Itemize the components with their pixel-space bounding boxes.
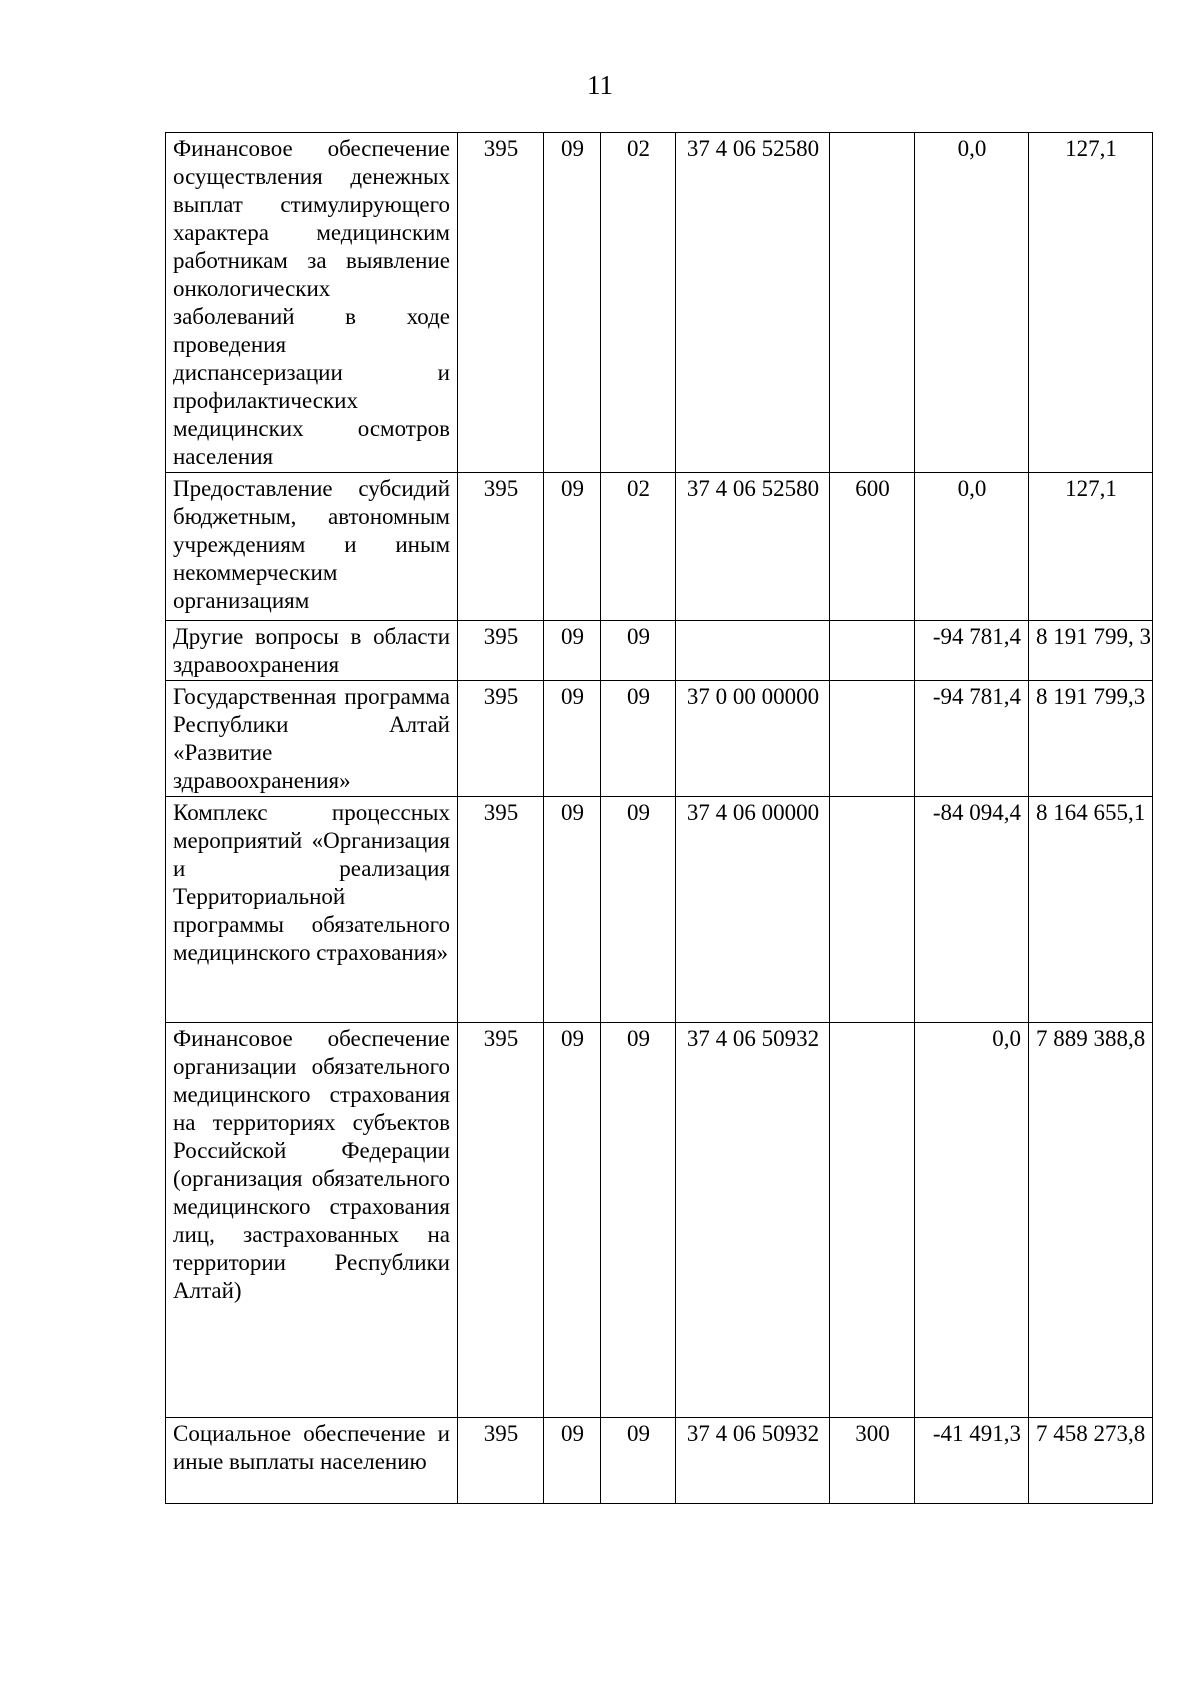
section-cell: 09 [544, 473, 601, 621]
table-row [166, 621, 1153, 681]
expense-type-cell [830, 797, 915, 1023]
total-amount-cell: 7 458 273,8 [1029, 1418, 1153, 1504]
change-amount-cell: 0,0 [915, 473, 1029, 621]
expense-type-cell [830, 621, 915, 681]
grbs-cell: 395 [458, 1418, 544, 1504]
grbs-cell: 395 [458, 133, 544, 473]
total-amount-cell: 8 164 655,1 [1029, 797, 1153, 1023]
target-article-cell: 37 4 06 50932 [676, 1023, 830, 1418]
grbs-cell: 395 [458, 621, 544, 681]
target-article-cell: 37 4 06 52580 [676, 133, 830, 473]
subsection-cell: 02 [601, 473, 676, 621]
change-amount-cell: -94 781,4 [915, 621, 1029, 681]
target-article-cell [676, 621, 830, 681]
section-cell: 09 [544, 681, 601, 797]
section-cell: 09 [544, 1023, 601, 1418]
grbs-cell: 395 [458, 797, 544, 1023]
total-amount-cell: 7 889 388,8 [1029, 1023, 1153, 1418]
row-name-cell: Предоставление субсидий бюджетным, автономным учреждениям и иным некоммерческим организациям [166, 473, 458, 621]
change-amount-cell: 0,0 [915, 1023, 1029, 1418]
table-row [166, 473, 1153, 621]
row-name-cell: Другие вопросы в области здравоохранения [166, 621, 458, 681]
target-article-cell: 37 4 06 52580 [676, 473, 830, 621]
target-article-cell: 37 4 06 50932 [676, 1418, 830, 1504]
table-row [166, 133, 1153, 473]
grbs-cell: 395 [458, 681, 544, 797]
section-cell: 09 [544, 1418, 601, 1504]
subsection-cell: 09 [601, 1418, 676, 1504]
table-row [166, 681, 1153, 797]
row-name-cell: Финансовое обеспечение осуществления денежных выплат стимулирующего характера медицинским работникам за выявление онкологических заболеваний в ходе проведения диспансеризации и профилактических медицинских осмотров населения [166, 133, 458, 473]
subsection-cell: 09 [601, 1023, 676, 1418]
section-cell: 09 [544, 133, 601, 473]
table-row [166, 1418, 1153, 1504]
total-amount-cell: 8 191 799, 3 [1029, 621, 1153, 681]
section-cell: 09 [544, 621, 601, 681]
change-amount-cell: -84 094,4 [915, 797, 1029, 1023]
grbs-cell: 395 [458, 1023, 544, 1418]
expense-type-cell: 300 [830, 1418, 915, 1504]
row-name-cell: Финансовое обеспечение организации обязательного медицинского страхования на территориях субъектов Российской Федерации (организация обязательного медицинского страхования лиц, застрахованных на территории Республики Алтай) [166, 1023, 458, 1418]
budget-table [165, 132, 1153, 1504]
subsection-cell: 09 [601, 797, 676, 1023]
table-row [166, 1023, 1153, 1418]
total-amount-cell: 127,1 [1029, 133, 1153, 473]
section-cell: 09 [544, 797, 601, 1023]
row-name-cell: Государственная программа Республики Алтай «Развитие здравоохранения» [166, 681, 458, 797]
change-amount-cell: 0,0 [915, 133, 1029, 473]
subsection-cell: 02 [601, 133, 676, 473]
row-name-cell: Комплекс процессных мероприятий «Организация и реализация Территориальной программы обязательного медицинского страхования» [166, 797, 458, 1023]
table-row [166, 797, 1153, 1023]
expense-type-cell [830, 133, 915, 473]
grbs-cell: 395 [458, 473, 544, 621]
expense-type-cell [830, 1023, 915, 1418]
subsection-cell: 09 [601, 681, 676, 797]
total-amount-cell: 8 191 799,3 [1029, 681, 1153, 797]
expense-type-cell: 600 [830, 473, 915, 621]
change-amount-cell: -94 781,4 [915, 681, 1029, 797]
target-article-cell: 37 0 00 00000 [676, 681, 830, 797]
page-number: 11 [587, 70, 613, 100]
subsection-cell: 09 [601, 621, 676, 681]
target-article-cell: 37 4 06 00000 [676, 797, 830, 1023]
expense-type-cell [830, 681, 915, 797]
change-amount-cell: -41 491,3 [915, 1418, 1029, 1504]
total-amount-cell: 127,1 [1029, 473, 1153, 621]
row-name-cell: Социальное обеспечение и иные выплаты населению [166, 1418, 458, 1504]
